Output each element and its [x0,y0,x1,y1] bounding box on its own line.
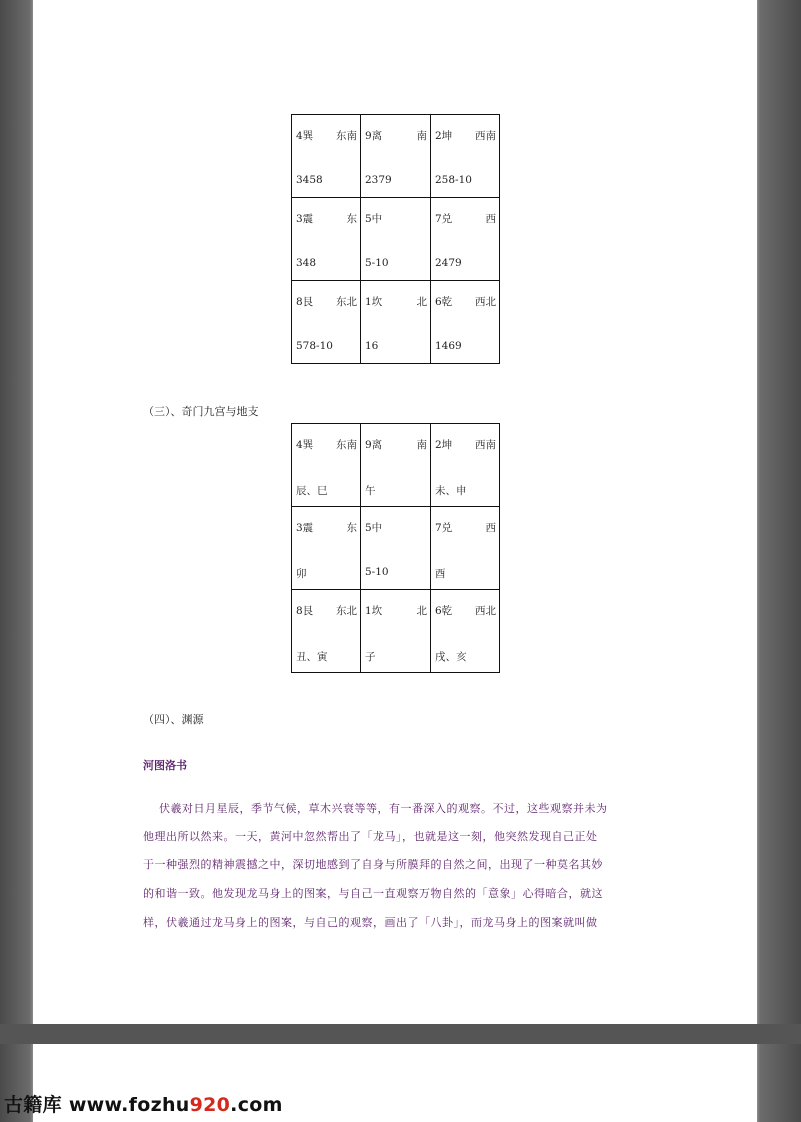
palace-name: 4巽 [296,130,314,142]
palace-value: 2479 [435,257,462,269]
table-row [292,198,500,281]
palace-name: 8艮 [296,605,314,617]
palace-name: 5中 [365,522,383,534]
palace-value: 2379 [365,174,392,186]
paragraph-line: 样，伏羲通过龙马身上的图案，与自己的观察，画出了「八卦」，而龙马身上的图案就叫做 [143,916,598,929]
palace-name: 2坤 [435,130,453,142]
palace-cell [361,198,431,281]
palace-direction: 西北 [475,296,496,308]
palace-cell [292,281,361,364]
palace-name: 7兑 [435,522,453,534]
palace-name: 7兑 [435,213,453,225]
palace-value: 卯 [296,568,307,580]
palace-name: 6乾 [435,605,453,617]
palace-name: 1坎 [365,605,383,617]
palace-cell [431,115,500,198]
palace-direction: 北 [416,296,427,308]
palace-direction: 南 [416,130,427,142]
palace-value: 午 [365,485,376,497]
palace-value: 未、申 [435,485,467,497]
palace-cell [292,590,361,673]
watermark-accent: 920 [189,1094,231,1116]
palace-name: 6乾 [435,296,453,308]
palace-name: 9离 [365,439,383,451]
palace-direction: 西 [485,213,496,225]
palace-direction: 南 [416,439,427,451]
palace-direction: 西 [485,522,496,534]
palace-direction: 西北 [475,605,496,617]
palace-direction: 北 [416,605,427,617]
palace-cell [431,424,500,507]
site-watermark [4,1090,283,1117]
palace-cell [431,507,500,590]
watermark-suffix: .com [230,1094,283,1116]
palace-value: 酉 [435,568,446,580]
table-row [292,590,500,673]
palace-direction: 东南 [336,439,357,451]
palace-name: 3震 [296,213,314,225]
palace-direction: 东 [346,522,357,534]
palace-value: 578-10 [296,340,333,352]
palace-name: 4巽 [296,439,314,451]
nine-palace-branch-table [291,423,500,673]
paragraph-line: 他理出所以然来。一天，黄河中忽然帮出了「龙马」，也就是这一刻，他突然发现自己正处 [143,830,598,843]
section-heading: （三）、奇门九宫与地支 [143,405,259,418]
paragraph-line: 于一种强烈的精神震撼之中，深切地感到了自身与所膜拜的自然之间，出现了一种莫名其妙 [143,858,603,871]
palace-name: 8艮 [296,296,314,308]
palace-name: 5中 [365,213,383,225]
table-row [292,507,500,590]
palace-cell [361,424,431,507]
palace-name: 3震 [296,522,314,534]
palace-cell [292,424,361,507]
palace-value: 子 [365,651,376,663]
palace-direction: 西南 [475,130,496,142]
palace-value: 辰、巳 [296,485,328,497]
palace-value: 3458 [296,174,323,186]
palace-cell [431,198,500,281]
palace-value: 5-10 [365,566,389,578]
palace-direction: 东北 [336,296,357,308]
palace-cell [431,281,500,364]
palace-direction: 东南 [336,130,357,142]
palace-direction: 东北 [336,605,357,617]
document-page [33,0,757,1024]
palace-value: 5-10 [365,257,389,269]
palace-value: 16 [365,340,379,352]
palace-cell [361,281,431,364]
palace-name: 1坎 [365,296,383,308]
palace-cell [292,507,361,590]
paragraph-line: 伏羲对日月星辰，季节气候，草木兴衰等等，有一番深入的观察。不过，这些观察并未为 [159,802,608,815]
palace-value: 258-10 [435,174,472,186]
page-gap [0,1024,801,1044]
palace-direction: 东 [346,213,357,225]
nine-palace-number-table [291,114,500,364]
palace-cell [431,590,500,673]
palace-name: 9离 [365,130,383,142]
palace-cell [361,115,431,198]
palace-cell [361,590,431,673]
table-row [292,115,500,198]
section-title: 河图洛书 [143,759,187,772]
palace-cell [292,198,361,281]
table-row [292,424,500,507]
palace-value: 戌、亥 [435,651,467,663]
palace-value: 348 [296,257,317,269]
table-row [292,281,500,364]
watermark-prefix: 古籍库 www.fozhu [4,1094,190,1116]
palace-cell [292,115,361,198]
palace-value: 1469 [435,340,462,352]
palace-value: 丑、寅 [296,651,328,663]
section-heading: （四）、渊源 [143,713,204,726]
palace-name: 2坤 [435,439,453,451]
palace-direction: 西南 [475,439,496,451]
paragraph-line: 的和谐一致。他发现龙马身上的图案，与自己一直观察万物自然的「意象」心得暗合，就这 [143,887,603,900]
palace-cell [361,507,431,590]
